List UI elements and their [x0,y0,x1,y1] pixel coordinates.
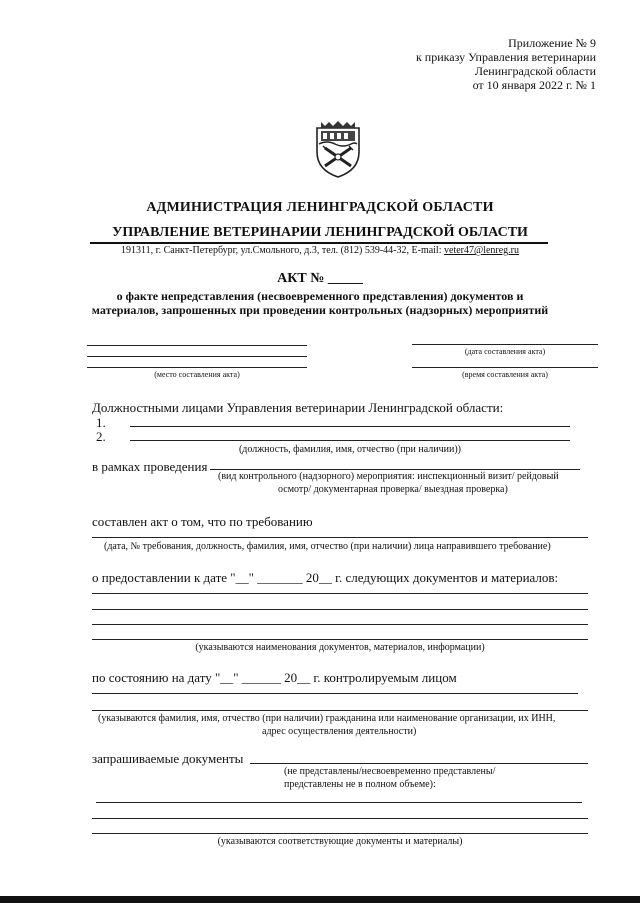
appendix-line-2: к приказу Управления ветеринарии [415,50,596,64]
org-address [0,245,640,257]
officials-intro: Должностными лицами Управления ветеринарии Ленинградской области: [92,400,504,415]
docs-label: запрашиваемые документы [92,751,244,766]
officials-caption: (должность, фамилия, имя, отчество (при наличии)) [238,444,462,455]
docs-line-3[interactable] [92,833,588,834]
provision-line-2[interactable] [92,609,588,610]
appendix-line-4: от 10 января 2022 г. № 1 [472,78,596,92]
date-caption: (дата составления акта) [464,347,546,356]
frame-label: в рамках проведения [92,459,208,474]
appendix-line-3: Ленинградской области [474,64,596,78]
act-title: АКТ № _____ [277,271,363,286]
org-title-administration: АДМИНИСТРАЦИЯ ЛЕНИНГРАДСКОЙ ОБЛАСТИ [146,200,494,215]
date-line[interactable] [412,344,598,345]
official-line-1[interactable] [130,426,570,427]
act-subtitle-2: материалов, запрошенных при проведении контрольных (надзорных) мероприятий [91,303,549,317]
header-rule [90,242,548,244]
official-line-2[interactable] [130,440,570,441]
appendix-line-1: Приложение № 9 [508,36,596,50]
place-line-3[interactable] [87,367,307,368]
frame-line[interactable] [210,469,580,470]
frame-caption-2: осмотр/ документарная проверка/ выездная проверка) [278,484,508,495]
place-caption: (место составления акта) [154,370,240,379]
status-caption-2: адрес осуществления деятельности) [262,726,417,737]
org-address-text: 191311, г. Санкт-Петербург, ул.Смольного, д.3, тел. (812) 539-44-32, E-mail: [120,245,444,256]
org-title-veterinary: УПРАВЛЕНИЕ ВЕТЕРИНАРИИ ЛЕНИНГРАДСКОЙ ОБЛАСТИ [112,225,528,240]
docs-status-line[interactable] [250,763,588,764]
request-caption: (дата, № требования, должность, фамилия, имя, отчество (при наличии) лица направившего требование) [104,541,551,552]
docs-line-1[interactable] [96,802,582,803]
provision-line-4[interactable] [92,639,588,640]
org-email-link[interactable]: veter47@lenreg.ru [444,245,520,256]
docs-caption-3: (указываются соответствующие документы и материалы) [217,836,463,847]
provision-caption: (указываются наименования документов, материалов, информации) [195,642,485,653]
docs-caption-1: (не представлены/несвоевременно представлены/ [284,766,496,777]
status-line-2[interactable] [92,710,588,711]
official-number-1: 1. [96,415,106,430]
act-subtitle-1: о факте непредставления (несвоевременного представления) документов и [116,289,524,303]
time-caption: (время составления акта) [462,370,548,379]
docs-caption-2: представлены не в полном объеме): [284,779,436,790]
place-line-1[interactable] [87,345,307,346]
status-caption-1: (указываются фамилия, имя, отчество (при наличии) гражданина или наименование организации, их ИНН, [98,713,556,724]
request-text: составлен акт о том, что по требованию [92,514,313,529]
frame-caption-1: (вид контрольного (надзорного) мероприятия: инспекционный визит/ рейдовый [218,471,559,482]
docs-line-2[interactable] [92,818,588,819]
status-text: по состоянию на дату "__" ______ 20__ г. контролируемым лицом [92,670,457,685]
status-line-1[interactable] [92,693,578,694]
provision-line-1[interactable] [92,593,588,594]
place-line-2[interactable] [87,356,307,357]
provision-text: о предоставлении к дате "__" _______ 20__ г. следующих документов и материалов: [92,570,559,585]
provision-line-3[interactable] [92,624,588,625]
page-bottom-edge [0,896,640,903]
time-line[interactable] [412,367,598,368]
request-line[interactable] [92,537,588,538]
official-number-2: 2. [96,429,106,444]
coat-of-arms-emblem [313,118,363,180]
appendix-block [336,36,596,92]
